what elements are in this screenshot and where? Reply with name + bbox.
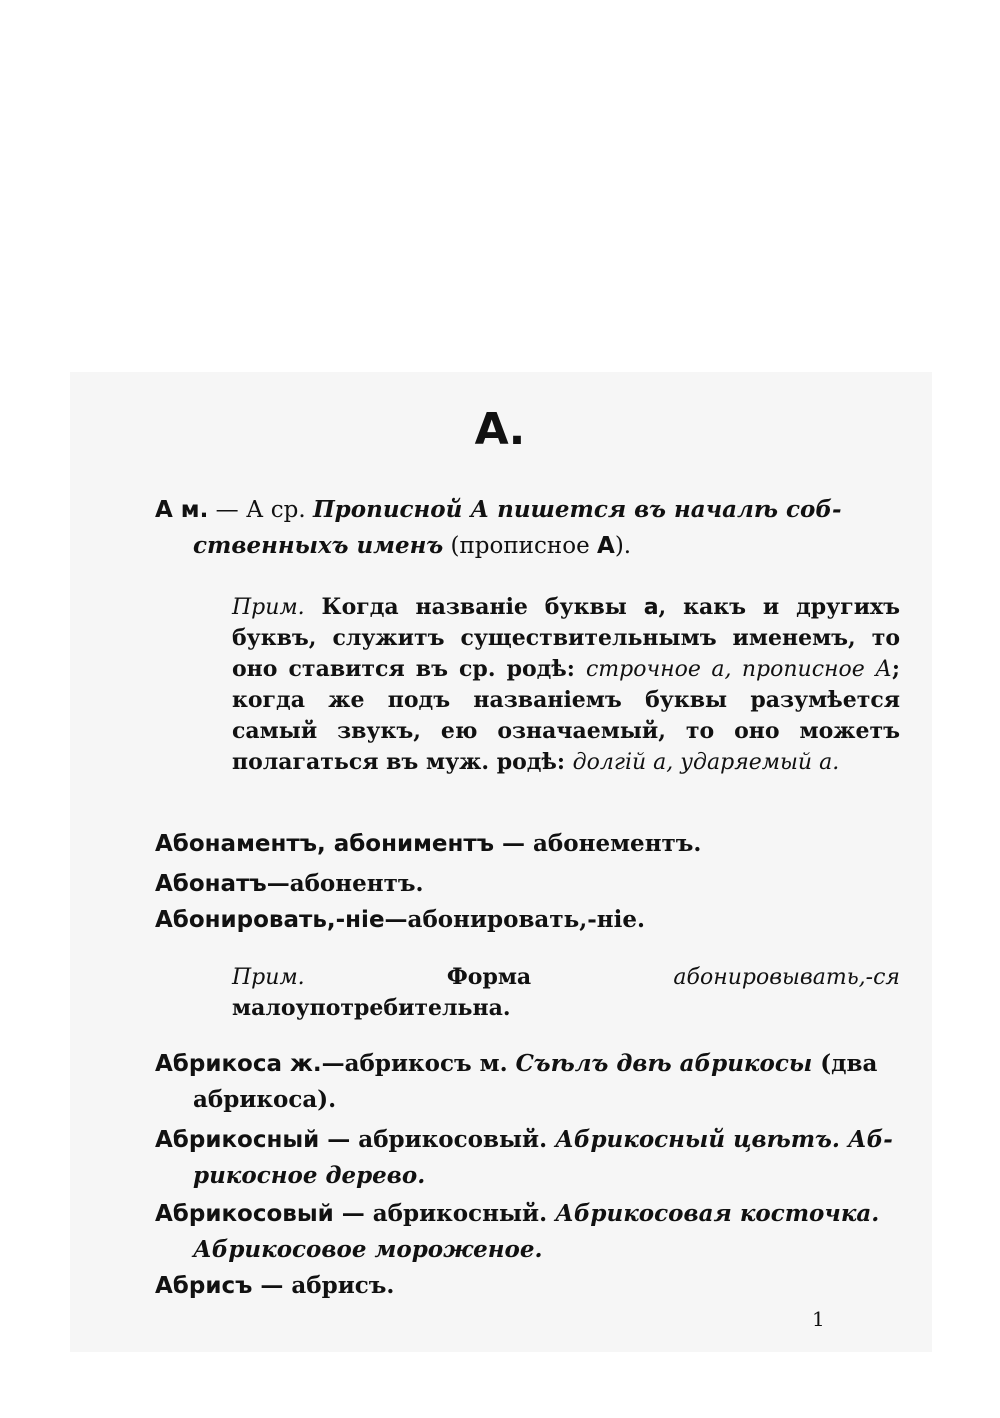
- entry-abris: [155, 1268, 905, 1304]
- entry-abonat: [155, 866, 905, 902]
- entry-abrikosovy: [155, 1196, 905, 1268]
- note-text: ; когда же подъ названіемъ буквы разумѣется самый звукъ, ею означаемый, то оно можетъ полагаться въ муж. родѣ:: [232, 656, 900, 775]
- definition: — А ср.: [208, 497, 313, 523]
- headword: Абонаментъ, абониментъ: [155, 831, 495, 857]
- definition: —абонировать,-ніе.: [384, 906, 645, 933]
- note-label: Прим.: [232, 965, 305, 990]
- note-example: строчное а, прописное А: [585, 657, 892, 682]
- headword: А м.: [155, 497, 209, 523]
- definition: (два: [812, 1050, 878, 1077]
- entry-continuation: Абрикосовое мороженое.: [193, 1236, 543, 1263]
- note-example: долгій а, ударяемый а.: [572, 750, 840, 775]
- note-label: Прим.: [232, 595, 305, 620]
- entry-continuation: рикосное дерево.: [193, 1162, 426, 1189]
- entry-abonament: [155, 826, 905, 862]
- definition: (прописное: [443, 533, 597, 559]
- note-text: Форма: [304, 964, 674, 990]
- note-1: [232, 592, 900, 778]
- entry-abrikosny: [155, 1122, 905, 1194]
- definition: —абонентъ.: [266, 870, 424, 897]
- entry-continuation: абрикоса).: [193, 1086, 337, 1113]
- letter-heading: А.: [474, 404, 526, 455]
- entry-abonirovat: [155, 902, 905, 938]
- headword: Абрикосовый: [155, 1201, 334, 1227]
- note-text: , какъ и другихъ буквъ, служитъ существительнымъ именемъ, то оно ставится въ ср. родѣ:: [232, 594, 901, 682]
- headword: Абрикоса ж.: [155, 1051, 322, 1077]
- example: Абрикосный цвѣтъ. Аб-: [555, 1126, 893, 1153]
- example: Абрикосовая косточка.: [555, 1200, 880, 1227]
- note-example: абонировывать,-ся: [673, 965, 900, 990]
- definition: — абонементъ.: [494, 830, 702, 857]
- example: ственныхъ именъ: [193, 532, 444, 559]
- definition: ).: [614, 533, 632, 559]
- page-number: 1: [812, 1307, 825, 1331]
- note-text: малоупотребительна.: [232, 995, 511, 1021]
- bold-letter: а: [643, 595, 659, 620]
- note-text: Когда названіе буквы: [304, 594, 644, 620]
- definition: — абрикосовый.: [319, 1126, 556, 1153]
- entry-abrikosa: [155, 1046, 905, 1118]
- definition: —абрикосъ м.: [321, 1050, 516, 1077]
- example: Съѣлъ двѣ абрикосы: [515, 1050, 813, 1077]
- note-2: [232, 962, 900, 1024]
- definition: — абрикосный.: [333, 1200, 556, 1227]
- definition: — абрисъ.: [252, 1272, 395, 1299]
- headword: Абрисъ: [155, 1273, 253, 1299]
- headword: Абонировать,-ніе: [155, 907, 385, 933]
- headword: Абонатъ: [155, 871, 267, 897]
- example: Прописной А пишется въ началѣ соб-: [312, 496, 842, 523]
- headword: Абрикосный: [155, 1127, 320, 1153]
- entry-a: [155, 492, 905, 564]
- bold-letter: А: [597, 533, 615, 559]
- entry-continuation: [155, 528, 905, 564]
